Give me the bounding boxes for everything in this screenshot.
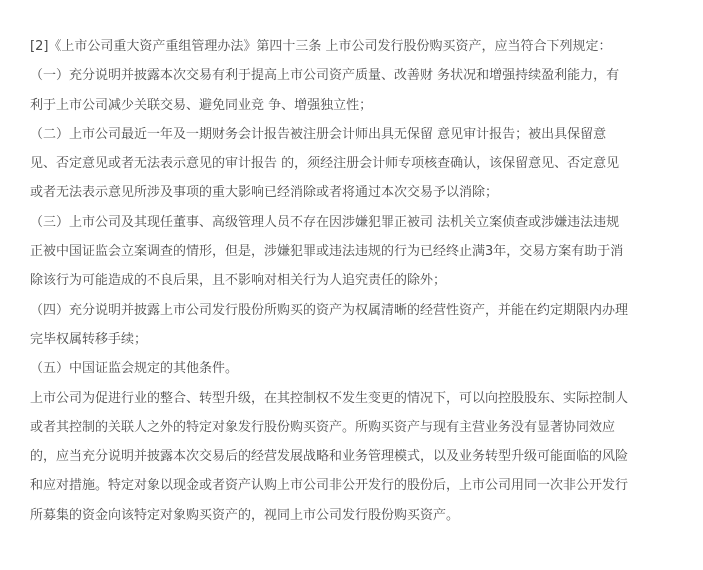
- clause-3-line-1: （三）上市公司及其现任董事、高级管理人员不存在因涉嫌犯罪正被司 法机关立案侦查或涉嫌违法违规: [30, 214, 620, 230]
- heading-line: [2]《上市公司重大资产重组管理办法》第四十三条 上市公司发行股份购买资产，应当符合下列规定：: [30, 39, 612, 54]
- clause-4-line-1: （四）充分说明并披露上市公司发行股份所购买的资产为权属清晰的经营性资产，并能在约定期限内办理: [30, 302, 629, 318]
- clause-2-line-3: 或者无法表示意见所涉及事项的重大影响已经消除或者将通过本次交易予以消除；: [30, 185, 499, 201]
- paragraph-line-2: 或者其控制的关联人之外的特定对象发行股份购买资产。所购买资产与现有主营业务没有显著协同效应: [30, 419, 616, 435]
- document-body: [30, 32, 680, 530]
- clause-1-line-2: 利于上市公司减少关联交易、避免同业竞 争、增强独立性；: [30, 97, 373, 113]
- paragraph-line-1: 上市公司为促进行业的整合、转型升级，在其控制权不发生变更的情况下，可以向控股股东、实际控制人: [30, 390, 629, 406]
- paragraph-line-3: 的，应当充分说明并披露本次交易后的经营发展战略和业务管理模式，以及业务转型升级可能面临的风险: [30, 449, 629, 465]
- paragraph-line-5: 所募集的资金向该特定对象购买资产的，视同上市公司发行股份购买资产。: [30, 507, 460, 523]
- paragraph-line-4: 和应对措施。特定对象以现金或者资产认购上市公司非公开发行的股份后，上市公司用同一次非公开发行: [30, 478, 629, 494]
- clause-2-line-2: 见、否定意见或者无法表示意见的审计报告 的，须经注册会计师专项核查确认，该保留意见、否定意见: [30, 156, 620, 172]
- clause-1-line-1: （一）充分说明并披露本次交易有利于提高上市公司资产质量、改善财 务状况和增强持续盈利能力，有: [30, 68, 620, 84]
- clause-2-line-1: （二）上市公司最近一年及一期财务会计报告被注册会计师出具无保留 意见审计报告；被出具保留意: [30, 126, 607, 142]
- clause-4-line-2: 完毕权属转移手续；: [30, 331, 148, 347]
- clause-3-line-2: 正被中国证监会立案调查的情形，但是，涉嫌犯罪或违法违规的行为已经终止满3年，交易方案有助于消: [30, 244, 624, 260]
- clause-5-line-1: （五）中国证监会规定的其他条件。: [30, 361, 239, 377]
- clause-3-line-3: 除该行为可能造成的不良后果，且不影响对相关行为人追究责任的除外；: [30, 273, 447, 289]
